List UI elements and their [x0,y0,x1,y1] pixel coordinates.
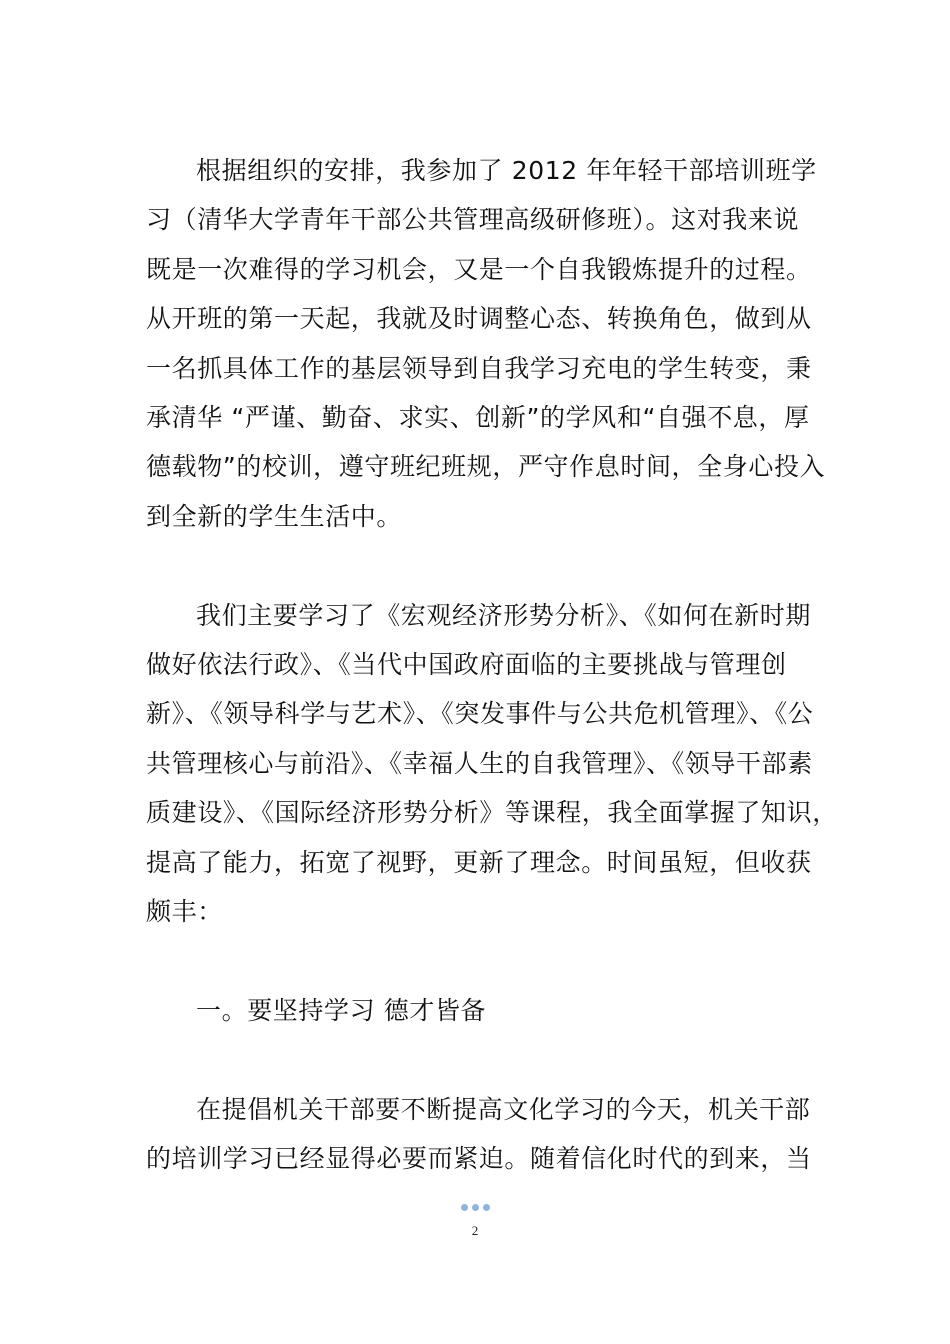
text-line: 做好依法行政》、《当代中国政府面临的主要挑战与管理创 [146,650,787,680]
text-line: 德载物”的校训，遵守班纪班规，严守作息时间，全身心投入 [146,452,826,482]
text-line: 既是一次难得的学习机会，又是一个自我锻炼提升的过程。 [146,254,812,284]
text-line: 共管理核心与前沿》、《幸福人生的自我管理》、《领导干部素 [146,748,813,778]
text-line: 从开班的第一天起，我就及时调整心态、转换角色，做到从 [146,304,812,334]
dot-icon [483,1204,490,1211]
paragraph-courses [146,591,838,937]
text-line: 的培训学习已经显得必要而紧迫。随着信化时代的到来，当 [146,1144,812,1174]
paragraph-section-one [146,1085,810,1184]
dot-icon [472,1204,479,1211]
text-line: 颇丰： [146,897,223,927]
text-line: 提高了能力，拓宽了视野，更新了理念。时间虽短，但收获 [146,847,812,877]
text-line: 在提倡机关干部要不断提高文化学习的今天，机关干部 [196,1094,811,1124]
text-line: 习（清华大学青年干部公共管理高级研修班）。这对我来说 [146,205,800,235]
section-heading [146,986,810,1035]
text-line: 一名抓具体工作的基层领导到自我学习充电的学生转变，秉 [146,353,812,383]
page-number: 2 [471,1223,479,1238]
text-line: 质建设》、《国际经济形势分析》等课程，我全面掌握了知识， [146,798,838,828]
paragraph-spacer [146,1035,810,1084]
page-footer [0,1196,950,1239]
paragraph-intro [146,146,826,541]
paragraph-spacer [146,541,810,590]
dot-icon [461,1204,468,1211]
text-line: 我们主要学习了《宏观经济形势分析》、《如何在新时期 [196,600,812,630]
heading-line: 一。要坚持学习 德才皆备 [196,995,487,1025]
document-body [146,146,838,1183]
paragraph-spacer [146,936,810,985]
ellipsis-dots-icon [461,1204,490,1211]
text-line: 承清华 “严谨、勤奋、求实、创新”的学风和“自强不息，厚 [146,403,810,433]
text-line: 到全新的学生生活中。 [146,501,403,531]
text-line: 新》、《领导科学与艺术》、《突发事件与公共危机管理》、《公 [146,699,814,729]
text-line: 根据组织的安排，我参加了 2012 年年轻干部培训班学 [196,156,817,185]
